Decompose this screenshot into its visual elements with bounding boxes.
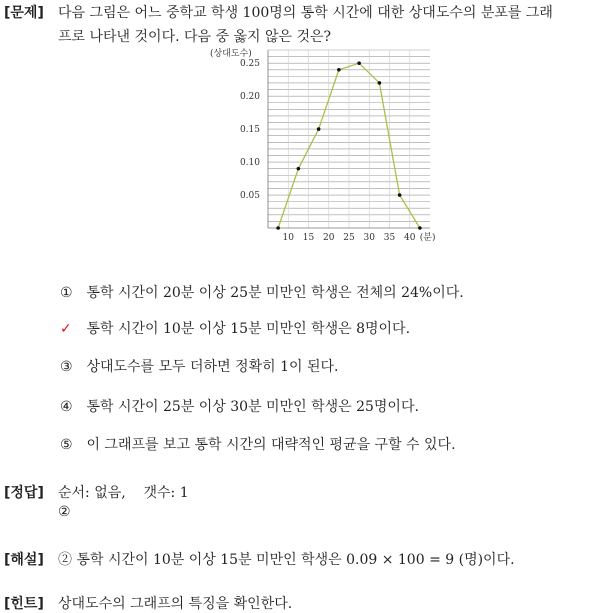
problem-text-line2: 프로 나타낸 것이다. 다음 중 옳지 않은 것은? xyxy=(58,29,332,45)
data-point xyxy=(297,167,301,171)
problem-text-line1: 다음 그림은 어느 중학교 학생 100명의 통학 시간에 대한 상대도수의 분포를 그래 xyxy=(58,5,553,21)
x-axis-label: (분) xyxy=(419,233,436,243)
relative-frequency-chart xyxy=(208,44,440,246)
y-tick-label: 0.05 xyxy=(239,191,260,202)
data-point xyxy=(276,226,280,230)
option-4-number: ④ xyxy=(60,399,73,415)
option-4-text: 통학 시간이 25분 이상 30분 미만인 학생은 25명이다. xyxy=(86,399,419,415)
option-2-text: 통학 시간이 10분 이상 15분 미만인 학생은 8명이다. xyxy=(86,321,411,337)
option-1-text: 통학 시간이 20분 이상 25분 미만인 학생은 전체의 24%이다. xyxy=(86,285,464,301)
data-point xyxy=(357,61,361,65)
x-tick-label: 40 xyxy=(404,233,416,243)
option-5-text: 이 그래프를 보고 통학 시간의 대략적인 평균을 구할 수 있다. xyxy=(86,437,456,453)
data-point xyxy=(317,127,321,131)
explanation-tag: [해설] xyxy=(4,552,44,568)
x-tick-label: 15 xyxy=(302,233,315,243)
y-tick-label: 0.20 xyxy=(239,92,260,103)
answer-line1: 순서: 없음, 갯수: 1 xyxy=(58,485,189,501)
option-3[interactable] xyxy=(60,356,338,376)
option-4[interactable] xyxy=(60,396,419,416)
checkmark-icon: ✓ xyxy=(60,321,72,337)
x-tick-label: 25 xyxy=(343,233,355,243)
data-point xyxy=(378,81,382,85)
option-5[interactable] xyxy=(60,434,456,454)
x-tick-label: 20 xyxy=(323,233,335,243)
problem-tag: [문제] xyxy=(4,5,44,21)
answer-tag: [정답] xyxy=(4,485,44,501)
data-point xyxy=(418,226,422,230)
y-tick-label: 0.10 xyxy=(239,158,260,169)
option-5-number: ⑤ xyxy=(60,437,73,453)
option-3-number: ③ xyxy=(60,359,73,375)
y-tick-label: 0.15 xyxy=(239,125,260,136)
data-point xyxy=(398,193,402,197)
option-3-text: 상대도수를 모두 더하면 정확히 1이 된다. xyxy=(86,359,339,375)
x-tick-label: 30 xyxy=(363,233,375,243)
data-point xyxy=(337,68,341,72)
answer-line2: ② xyxy=(58,504,71,520)
y-tick-label: 0.25 xyxy=(239,59,260,70)
explanation-text: ② 통학 시간이 10분 이상 15분 미만인 학생은 0.09 × 100 = 9 (명)이다. xyxy=(58,552,515,568)
option-2[interactable] xyxy=(60,318,410,338)
option-1[interactable] xyxy=(60,282,464,302)
y-axis-label: (상대도수) xyxy=(210,49,252,59)
hint-tag: [힌트] xyxy=(4,596,44,612)
x-tick-label: 35 xyxy=(383,233,396,243)
x-tick-label: 10 xyxy=(282,233,294,243)
hint-text: 상대도수의 그래프의 특징을 확인한다. xyxy=(58,596,293,612)
option-1-number: ① xyxy=(60,285,73,301)
